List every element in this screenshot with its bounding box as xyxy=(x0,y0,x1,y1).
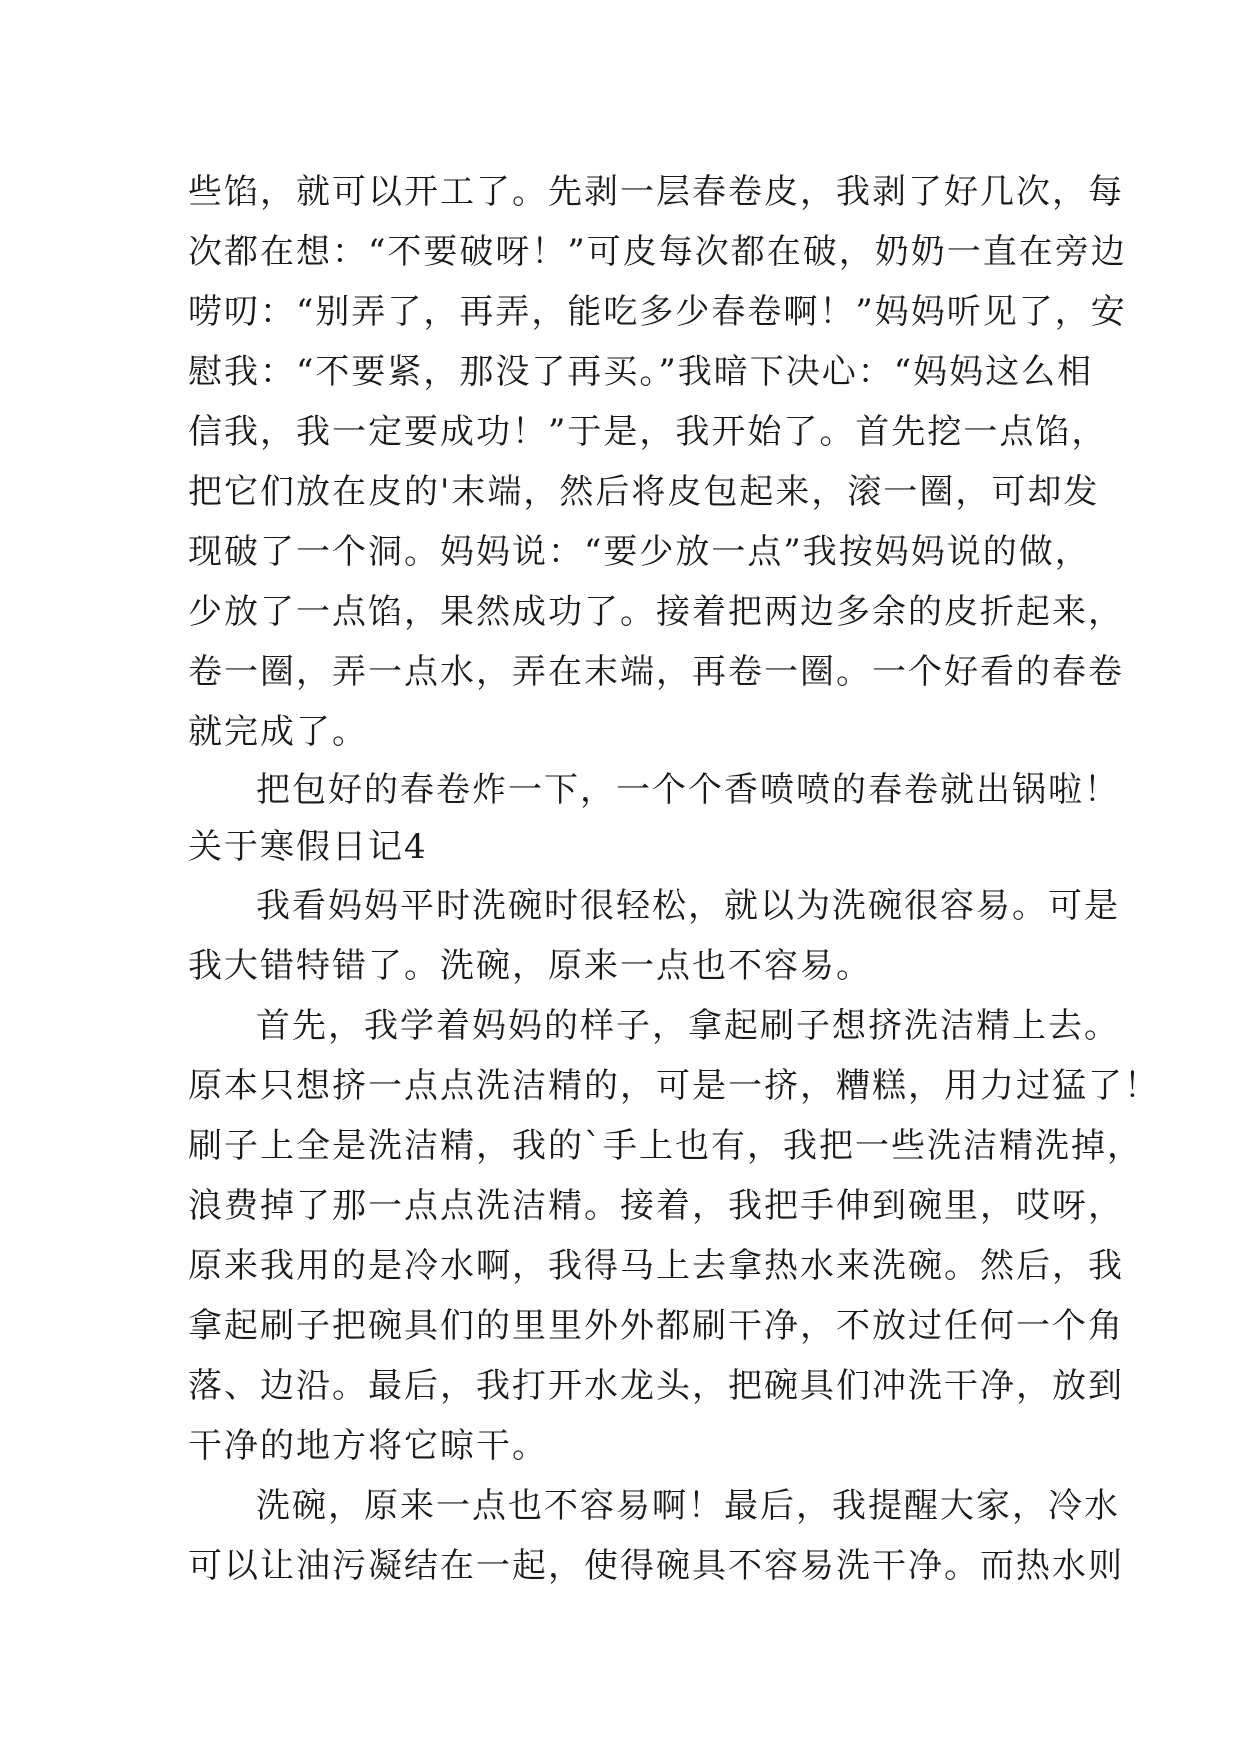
paragraph-line: 我大错特错了。洗碗，原来一点也不容易。 xyxy=(188,946,872,986)
section-title: 关于寒假日记4 xyxy=(188,827,428,867)
paragraph-line: 慰我：“不要紧，那没了再买。”我暗下决心：“妈妈这么相 xyxy=(188,352,1094,392)
paragraph-line: 把包好的春卷炸一下，一个个香喷喷的春卷就出锅啦！ xyxy=(256,770,1120,810)
paragraph-line: 把它们放在皮的'末端，然后将皮包起来，滚一圈，可却发 xyxy=(188,472,1100,512)
paragraph-line: 就完成了。 xyxy=(188,712,368,752)
paragraph-line: 原本只想挤一点点洗洁精的，可是一挤，糟糕，用力过猛了！ xyxy=(188,1066,1160,1106)
paragraph-line: 落、边沿。最后，我打开水龙头，把碗具们冲洗干净，放到 xyxy=(188,1366,1124,1406)
paragraph-line: 唠叨：“别弄了，再弄，能吃多少春卷啊！”妈妈听见了，安 xyxy=(188,292,1127,332)
paragraph-line: 卷一圈，弄一点水，弄在末端，再卷一圈。一个好看的春卷 xyxy=(188,652,1124,692)
paragraph-line: 浪费掉了那一点点洗洁精。接着，我把手伸到碗里，哎呀， xyxy=(188,1186,1124,1226)
paragraph-line: 干净的地方将它晾干。 xyxy=(188,1426,548,1466)
paragraph-line: 次都在想：“不要破呀！”可皮每次都在破，奶奶一直在旁边 xyxy=(188,232,1127,272)
paragraph-line: 原来我用的是冷水啊，我得马上去拿热水来洗碗。然后，我 xyxy=(188,1246,1124,1286)
paragraph-line: 可以让油污凝结在一起，使得碗具不容易洗干净。而热水则 xyxy=(188,1546,1124,1586)
diary-text xyxy=(188,162,1160,1596)
paragraph-line: 洗碗，原来一点也不容易啊！最后，我提醒大家，冷水 xyxy=(256,1486,1120,1526)
paragraph-line: 我看妈妈平时洗碗时很轻松，就以为洗碗很容易。可是 xyxy=(256,886,1120,926)
paragraph-line: 拿起刷子把碗具们的里里外外都刷干净，不放过任何一个角 xyxy=(188,1306,1124,1346)
paragraph-line: 现破了一个洞。妈妈说：“要少放一点”我按妈妈说的做， xyxy=(188,532,1091,572)
paragraph-line: 刷子上全是洗洁精，我的`手上也有，我把一些洗洁精洗掉， xyxy=(188,1126,1143,1166)
paragraph-line: 些馅，就可以开工了。先剥一层春卷皮，我剥了好几次，每 xyxy=(188,172,1124,212)
paragraph-line: 首先，我学着妈妈的样子，拿起刷子想挤洗洁精上去。 xyxy=(256,1006,1120,1046)
paragraph-line: 少放了一点馅，果然成功了。接着把两边多余的皮折起来， xyxy=(188,592,1124,632)
paragraph-line: 信我，我一定要成功！”于是，我开始了。首先挖一点馅， xyxy=(188,412,1108,452)
